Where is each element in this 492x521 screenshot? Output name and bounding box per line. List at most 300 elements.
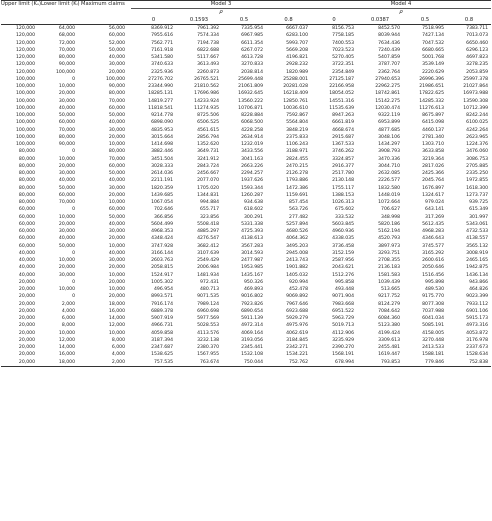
model3-rho0.8-cell: 3848.219 bbox=[286, 127, 309, 133]
header-rho-model-4: ρ bbox=[399, 9, 403, 16]
model3-rho0.1593-cell: 2380.370 bbox=[197, 345, 219, 351]
table-row bbox=[1, 308, 491, 315]
upper-limit-cell: 100,000 bbox=[16, 120, 35, 126]
model4-rho0.8-cell: 9023.399 bbox=[466, 294, 489, 300]
model3-rho0.5-cell: 16932.645 bbox=[238, 91, 263, 97]
model3-rho0.8-cell: 2928.232 bbox=[286, 62, 309, 68]
model3-rho0-cell: 2614.036 bbox=[151, 171, 173, 177]
model4-rho0.8-cell: 7933.112 bbox=[466, 301, 489, 307]
model4-rho0.8-cell: 1972.855 bbox=[466, 178, 489, 184]
model4-rho0-cell: 7758.185 bbox=[332, 33, 355, 39]
lower-limit-cell: 10,000 bbox=[58, 330, 75, 336]
model3-rho0.8-cell: 6923.688 bbox=[286, 308, 309, 314]
model3-rho0.5-cell: 5331.338 bbox=[241, 221, 263, 227]
lower-limit-cell: 40,000 bbox=[58, 236, 75, 242]
model3-rho0.8-cell: 6283.100 bbox=[286, 33, 309, 39]
table-row bbox=[1, 337, 491, 344]
model4-rho0.8-cell: 4138.557 bbox=[466, 236, 489, 242]
lower-limit-cell: 60,000 bbox=[58, 120, 75, 126]
model3-rho0-cell: 496.954 bbox=[154, 287, 173, 293]
lower-limit-cell: 50,000 bbox=[58, 113, 75, 119]
model4-rho0.0387-cell: 3787.707 bbox=[378, 62, 401, 68]
model3-rho0.1593-cell: 2006.984 bbox=[197, 265, 219, 271]
model3-rho0.1593-cell: 9071.535 bbox=[197, 294, 219, 300]
model4-rho0.0387-cell: 348.998 bbox=[381, 214, 401, 220]
model4-rho0-cell: 3235.929 bbox=[332, 337, 355, 343]
table-row bbox=[1, 257, 491, 264]
model4-rho0-cell: 6951.522 bbox=[332, 308, 355, 314]
model4-rho0.5-cell: 7427.134 bbox=[422, 33, 445, 39]
upper-limit-cell: 20,000 bbox=[18, 287, 35, 293]
model4-rho0-cell: 8947.263 bbox=[332, 113, 355, 119]
model3-rho0.1593-cell: 7574.334 bbox=[197, 33, 219, 39]
model3-rho0.8-cell: 25288.001 bbox=[283, 76, 309, 82]
upper-limit-cell: 80,000 bbox=[18, 192, 35, 198]
table-row bbox=[1, 170, 491, 177]
model4-rho0.5-cell: 21986.651 bbox=[419, 84, 445, 90]
model4-rho0.8-cell: 3086.753 bbox=[466, 156, 489, 162]
lower-limit-cell: 10,000 bbox=[58, 84, 75, 90]
model3-rho0.1593-cell: 8725.506 bbox=[197, 113, 219, 119]
model3-rho0.1593-cell: 2856.794 bbox=[197, 134, 219, 140]
maximum-claims-cell: 50,000 bbox=[108, 171, 125, 177]
lower-limit-cell: 40,000 bbox=[58, 105, 75, 111]
maximum-claims-cell: 20,000 bbox=[108, 265, 125, 271]
table-row bbox=[1, 243, 491, 250]
model3-rho0.1593-cell: 3613.493 bbox=[197, 62, 219, 68]
model3-rho0.5-cell: 3193.056 bbox=[241, 337, 263, 343]
maximum-claims-cell: 50,000 bbox=[108, 47, 125, 53]
model3-rho0.5-cell: 2634.914 bbox=[241, 134, 263, 140]
maximum-claims-cell: 12,000 bbox=[108, 323, 125, 329]
model4-rho0.8-cell: 2335.250 bbox=[466, 171, 489, 177]
model3-rho0-cell: 757.535 bbox=[131, 359, 176, 367]
maximum-claims-cell: 30,000 bbox=[108, 127, 125, 133]
lower-limit-cell: 50,000 bbox=[58, 243, 75, 249]
model4-rho0.5-cell: 317.269 bbox=[425, 214, 445, 220]
maximum-claims-cell: 20,000 bbox=[108, 192, 125, 198]
model3-rho0.5-cell: 2345.441 bbox=[241, 345, 263, 351]
model3-rho0-cell: 7916.174 bbox=[151, 301, 173, 307]
table-row bbox=[1, 76, 491, 83]
model4-rho0-cell: 3324.857 bbox=[332, 156, 355, 162]
model3-rho0.5-cell: 950.326 bbox=[244, 279, 263, 285]
upper-limit-cell: 20,000 bbox=[18, 316, 35, 322]
maximum-claims-cell: 6,000 bbox=[111, 345, 125, 351]
maximum-claims-cell: 20,000 bbox=[108, 69, 125, 75]
model3-rho0.5-cell: 21061.809 bbox=[238, 84, 263, 90]
table-row bbox=[1, 69, 491, 76]
m3-rho-value: 0 bbox=[131, 17, 176, 25]
model3-rho0-cell: 1538.625 bbox=[151, 352, 173, 358]
model4-rho0.0387-cell: 8039.944 bbox=[378, 33, 401, 39]
model3-rho0.8-cell: 5564.804 bbox=[286, 120, 309, 126]
model4-rho0.8-cell: 4242.264 bbox=[466, 127, 489, 133]
model4-rho0.8-cell: 939.725 bbox=[469, 200, 489, 206]
model3-rho0.8-cell: 4680.526 bbox=[286, 229, 309, 235]
header-model-4: Model 4 bbox=[311, 1, 491, 9]
lower-limit-cell: 30,000 bbox=[58, 272, 75, 278]
model3-rho0-cell: 8993.571 bbox=[151, 294, 173, 300]
model3-rho0.5-cell: 4972.314 bbox=[241, 323, 263, 329]
m3-rho-value: 0.5 bbox=[222, 17, 266, 25]
model4-rho0.8-cell: 3476.060 bbox=[466, 149, 489, 155]
model3-rho0-cell: 4835.953 bbox=[151, 127, 173, 133]
model4-rho0.0387-cell: 9322.119 bbox=[378, 113, 401, 119]
model3-rho0-cell: 4966.731 bbox=[151, 323, 173, 329]
table-row bbox=[1, 264, 491, 271]
table-row bbox=[1, 235, 491, 242]
model4-rho0-cell: 7400.553 bbox=[332, 40, 355, 46]
model4-rho0-cell: 27125.187 bbox=[329, 76, 355, 82]
model3-rho0.5-cell: 3433.556 bbox=[241, 149, 263, 155]
maximum-claims-cell: 40,000 bbox=[108, 55, 125, 61]
model3-rho0.1593-cell: 2843.724 bbox=[197, 163, 219, 169]
upper-limit-cell: 60,000 bbox=[18, 221, 35, 227]
model4-rho0.0387-cell: 22962.275 bbox=[375, 84, 401, 90]
model4-rho0-cell: 493.448 bbox=[335, 287, 355, 293]
model4-rho0.8-cell: 2623.965 bbox=[466, 134, 489, 140]
model4-rho0.5-cell: 8077.308 bbox=[422, 301, 445, 307]
model3-rho0.8-cell: 1472.386 bbox=[286, 185, 309, 191]
model3-rho0.8-cell: 4062.619 bbox=[286, 330, 309, 336]
model3-rho0.8-cell: 4196.821 bbox=[286, 55, 309, 61]
table-row bbox=[1, 228, 491, 235]
model3-rho0.5-cell: 2038.814 bbox=[241, 69, 263, 75]
lower-limit-cell: 0 bbox=[72, 207, 75, 213]
table-row bbox=[1, 61, 491, 68]
model4-rho0.5-cell: 1324.617 bbox=[422, 192, 445, 198]
model4-rho0.8-cell: 6100.025 bbox=[466, 120, 489, 126]
model4-rho0.0387-cell: 3470.336 bbox=[378, 156, 401, 162]
maximum-claims-cell: 40,000 bbox=[108, 221, 125, 227]
model3-rho0-cell: 8369.912 bbox=[151, 26, 173, 32]
lower-limit-cell: 0 bbox=[72, 76, 75, 82]
model4-rho0-cell: 7983.668 bbox=[332, 301, 355, 307]
lower-limit-cell: 6,000 bbox=[61, 316, 75, 322]
model4-rho0.5-cell: 5085.191 bbox=[422, 323, 445, 329]
model4-rho0.0387-cell: 4877.685 bbox=[378, 127, 401, 133]
model4-rho0-cell: 18054.052 bbox=[329, 91, 355, 97]
model3-rho0.5-cell: 25699.448 bbox=[238, 76, 263, 82]
model3-rho0.8-cell: 5669.208 bbox=[286, 47, 309, 53]
model4-rho0-cell: 4668.674 bbox=[332, 127, 355, 133]
upper-limit-cell: 100,000 bbox=[16, 134, 35, 140]
model4-rho0.0387-cell: 8124.279 bbox=[378, 301, 401, 307]
lower-limit-cell: 8,000 bbox=[61, 323, 75, 329]
model4-rho0-cell: 2043.621 bbox=[332, 265, 355, 271]
model4-rho0.0387-cell: 5820.186 bbox=[378, 221, 401, 227]
model4-rho0.0387-cell: 3293.751 bbox=[378, 250, 401, 256]
maximum-claims-cell: 20,000 bbox=[108, 294, 125, 300]
upper-limit-cell: 20,000 bbox=[18, 279, 35, 285]
lower-limit-cell: 10,000 bbox=[58, 156, 75, 162]
model3-rho0.1593-cell: 2456.667 bbox=[197, 171, 219, 177]
table-row bbox=[1, 98, 491, 105]
model4-rho0.8-cell: 4732.533 bbox=[466, 229, 489, 235]
model4-rho0.5-cell: 4346.643 bbox=[422, 236, 445, 242]
model4-rho0.8-cell: 1528.634 bbox=[466, 352, 489, 358]
model3-rho0.5-cell: 1937.626 bbox=[241, 178, 263, 184]
model3-rho0.5-cell: 2477.987 bbox=[241, 258, 263, 264]
model3-rho0-cell: 1524.917 bbox=[151, 272, 173, 278]
header-lower-limit: Lower limit (Kₗ) bbox=[41, 1, 80, 8]
model3-rho0-cell: 3166.144 bbox=[151, 250, 173, 256]
upper-limit-cell: 100,000 bbox=[16, 76, 35, 82]
upper-limit-cell: 20,000 bbox=[18, 308, 35, 314]
upper-limit-cell: 100,000 bbox=[16, 113, 35, 119]
maximum-claims-cell: 20,000 bbox=[108, 279, 125, 285]
model4-rho0.0387-cell: 1619.447 bbox=[378, 352, 401, 358]
model3-rho0.1593-cell: 994.884 bbox=[200, 200, 219, 206]
model3-rho0.1593-cell: 6506.525 bbox=[197, 120, 219, 126]
model4-rho0-cell: 333.532 bbox=[335, 214, 355, 220]
table-row bbox=[1, 163, 491, 170]
maximum-claims-cell: 40,000 bbox=[108, 250, 125, 256]
model4-rho0.0387-cell: 3897.973 bbox=[378, 243, 401, 249]
model3-rho0-cell: 4968.353 bbox=[151, 229, 173, 235]
maximum-claims-cell: 100,000 bbox=[106, 76, 125, 82]
model4-rho0-cell: 4338.035 bbox=[332, 236, 355, 242]
model4-rho0.0387-cell: 27940.653 bbox=[375, 76, 401, 82]
upper-limit-cell: 120,000 bbox=[16, 26, 35, 32]
model3-rho0.8-cell: 920.994 bbox=[289, 279, 309, 285]
model3-rho0-cell: 5604.499 bbox=[151, 221, 173, 227]
upper-limit-cell: 60,000 bbox=[18, 229, 35, 235]
model4-rho0.5-cell: 4968.283 bbox=[422, 229, 445, 235]
maximum-claims-cell: 80,000 bbox=[108, 91, 125, 97]
lower-limit-cell: 30,000 bbox=[58, 98, 75, 104]
model4-rho0.5-cell: 3165.292 bbox=[422, 250, 445, 256]
maximum-claims-cell: 30,000 bbox=[108, 62, 125, 68]
model3-rho0-cell: 1820.359 bbox=[151, 185, 173, 191]
upper-limit-cell: 80,000 bbox=[18, 149, 35, 155]
table-row bbox=[1, 199, 491, 206]
model4-rho0.8-cell: 16973.988 bbox=[463, 91, 489, 97]
model3-rho0.8-cell: 10036.610 bbox=[283, 105, 309, 111]
model3-rho0-cell: 7562.771 bbox=[151, 40, 173, 46]
model4-rho0.0387-cell: 2226.577 bbox=[378, 178, 401, 184]
model4-rho0.5-cell: 3633.858 bbox=[422, 149, 445, 155]
maximum-claims-cell: 30,000 bbox=[108, 185, 125, 191]
model3-rho0-cell: 3747.928 bbox=[151, 243, 173, 249]
model3-rho0.1593-cell: 26765.521 bbox=[194, 76, 219, 82]
maximum-claims-cell: 10,000 bbox=[108, 243, 125, 249]
model3-rho0.1593-cell: 480.713 bbox=[200, 287, 219, 293]
model4-rho0.0387-cell: 706.627 bbox=[381, 207, 401, 213]
model3-rho0.8-cell: 2342.271 bbox=[286, 345, 309, 351]
model3-rho0.1593-cell: 2260.873 bbox=[197, 69, 219, 75]
table-row bbox=[1, 134, 491, 141]
model3-rho0.8-cell: 3184.845 bbox=[286, 337, 309, 343]
model4-rho0.8-cell: 1618.300 bbox=[466, 185, 489, 191]
model4-rho0.5-cell: 2045.764 bbox=[422, 178, 445, 184]
model3-rho0.1593-cell: 7989.124 bbox=[197, 301, 219, 307]
model4-rho0.5-cell: 2413.533 bbox=[422, 345, 445, 351]
model4-rho0.5-cell: 26996.396 bbox=[419, 76, 445, 82]
table-row bbox=[1, 272, 491, 279]
model3-rho0.1593-cell: 21810.562 bbox=[194, 84, 219, 90]
model3-rho0-cell: 3451.504 bbox=[151, 156, 173, 162]
model3-rho0.5-cell: 1260.287 bbox=[241, 192, 263, 198]
model3-rho0.1593-cell: 972.431 bbox=[200, 279, 219, 285]
model3-rho0-cell: 11818.541 bbox=[148, 105, 173, 111]
model4-rho0.8-cell: 4973.316 bbox=[466, 323, 489, 329]
model4-rho0.8-cell: 6901.106 bbox=[466, 308, 489, 314]
header-rho-model-3: ρ bbox=[219, 9, 223, 16]
model4-rho0.8-cell: 2053.859 bbox=[466, 69, 489, 75]
maximum-claims-cell: 20,000 bbox=[108, 134, 125, 140]
model3-rho0.8-cell: 2470.215 bbox=[286, 163, 309, 169]
upper-limit-cell: 120,000 bbox=[16, 62, 35, 68]
model4-rho0-cell: 14551.316 bbox=[329, 98, 355, 104]
model3-rho0.8-cell: 9069.892 bbox=[286, 294, 309, 300]
model3-rho0.8-cell: 1534.221 bbox=[286, 352, 309, 358]
model4-rho0.5-cell: 2050.646 bbox=[422, 265, 445, 271]
model3-rho0.5-cell: 10706.871 bbox=[238, 105, 263, 111]
model3-rho0.1593-cell: 4561.615 bbox=[197, 127, 219, 133]
model3-rho0.1593-cell: 5117.667 bbox=[197, 55, 219, 61]
upper-limit-cell: 80,000 bbox=[18, 178, 35, 184]
model3-rho0-cell: 4348.424 bbox=[151, 236, 173, 242]
model3-rho0-cell: 5907.919 bbox=[151, 316, 173, 322]
upper-limit-cell: 20,000 bbox=[18, 337, 35, 343]
header-maximum-claims: Maximum claims bbox=[81, 1, 131, 9]
model4-rho0.5-cell: 3219.364 bbox=[422, 156, 445, 162]
model4-rho0-cell: 9071.904 bbox=[332, 294, 355, 300]
model3-rho0.1593-cell: 1705.020 bbox=[197, 185, 219, 191]
model4-rho0.5-cell: 3745.577 bbox=[422, 243, 445, 249]
claims-results-table bbox=[1, 0, 491, 367]
model3-rho0.5-cell: 7923.826 bbox=[241, 301, 263, 307]
table-row bbox=[1, 185, 491, 192]
model3-rho0.1593-cell: 1481.934 bbox=[197, 272, 219, 278]
maximum-claims-cell: 10,000 bbox=[108, 142, 125, 148]
lower-limit-cell: 18,000 bbox=[41, 359, 81, 367]
model4-rho0.5-cell: 7047.532 bbox=[422, 40, 445, 46]
model3-rho0.8-cell: 2375.833 bbox=[286, 134, 309, 140]
model4-rho0.5-cell: 6680.665 bbox=[422, 47, 445, 53]
model3-rho0.8-cell: 2413.743 bbox=[286, 258, 309, 264]
lower-limit-cell: 90,000 bbox=[58, 62, 75, 68]
table-row bbox=[1, 54, 491, 61]
model4-rho0.8-cell: 8242.244 bbox=[466, 113, 489, 119]
model3-rho0.1593-cell: 3682.412 bbox=[197, 243, 219, 249]
model3-rho0.1593-cell: 4276.547 bbox=[197, 236, 219, 242]
model4-rho0.5-cell: 1303.710 bbox=[422, 142, 445, 148]
model4-rho0.0387-cell: 3908.793 bbox=[378, 149, 401, 155]
table-row bbox=[1, 344, 491, 351]
model3-rho0.1593-cell: 5977.569 bbox=[197, 316, 219, 322]
model4-rho0.0387-cell: 1072.664 bbox=[378, 200, 401, 206]
maximum-claims-cell: 60,000 bbox=[108, 207, 125, 213]
lower-limit-cell: 64,000 bbox=[58, 26, 75, 32]
upper-limit-cell: 100,000 bbox=[16, 98, 35, 104]
table-row bbox=[1, 214, 491, 221]
model4-rho0-cell: 995.858 bbox=[335, 279, 355, 285]
model3-rho0-cell: 3740.633 bbox=[151, 62, 173, 68]
model3-rho0.1593-cell: 3107.639 bbox=[197, 250, 219, 256]
model3-rho0.8-cell: 5929.279 bbox=[286, 316, 309, 322]
model4-rho0-cell: 1388.153 bbox=[332, 192, 355, 198]
model4-rho0.5-cell: 6415.098 bbox=[422, 120, 445, 126]
model3-rho0.8-cell: 277.482 bbox=[289, 214, 309, 220]
model4-rho0.0387-cell: 7240.439 bbox=[378, 47, 401, 53]
upper-limit-cell: 20,000 bbox=[18, 294, 35, 300]
m4-rho-value: 0.5 bbox=[403, 17, 447, 25]
table-row bbox=[1, 192, 491, 199]
model3-rho0.5-cell: 2294.257 bbox=[241, 171, 263, 177]
model4-rho0.5-cell: 6041.034 bbox=[422, 316, 445, 322]
model3-rho0.1593-cell: 2549.429 bbox=[197, 258, 219, 264]
model4-rho0.8-cell: 615.349 bbox=[469, 207, 489, 213]
model4-rho0.8-cell: 1273.737 bbox=[466, 192, 489, 198]
model3-rho0-cell: 2347.687 bbox=[151, 345, 173, 351]
model4-rho0.8-cell: 1436.134 bbox=[466, 272, 489, 278]
model4-rho0.0387-cell: 3309.613 bbox=[378, 337, 401, 343]
model4-rho0.0387-cell: 18742.861 bbox=[375, 91, 401, 97]
model3-rho0-cell: 2211.191 bbox=[151, 178, 173, 184]
model3-rho0.8-cell: 3188.971 bbox=[286, 149, 309, 155]
model4-rho0.0387-cell: 1832.580 bbox=[378, 185, 401, 191]
upper-limit-cell: 120,000 bbox=[16, 47, 35, 53]
maximum-claims-cell: 18,000 bbox=[108, 301, 125, 307]
model3-rho0.5-cell: 4069.164 bbox=[241, 330, 263, 336]
model4-rho0.5-cell: 9175.770 bbox=[422, 294, 445, 300]
model4-rho0.0387-cell: 7634.436 bbox=[378, 40, 401, 46]
upper-limit-cell: 20,000 bbox=[18, 330, 35, 336]
model4-rho0.0387-cell: 513.665 bbox=[381, 287, 401, 293]
lower-limit-cell: 0 bbox=[72, 294, 75, 300]
model3-rho0.8-cell: 752.762 bbox=[266, 359, 311, 367]
model4-rho0-cell: 2587.956 bbox=[332, 258, 355, 264]
m4-rho-value: 0.8 bbox=[447, 17, 491, 25]
model3-rho0.8-cell: 3495.203 bbox=[286, 243, 309, 249]
model3-rho0-cell: 6889.378 bbox=[151, 308, 173, 314]
model3-rho0-cell: 18285.131 bbox=[148, 91, 173, 97]
model3-rho0.1593-cell: 17696.986 bbox=[194, 91, 219, 97]
table-row bbox=[1, 90, 491, 97]
model4-rho0.0387-cell: 2455.481 bbox=[378, 345, 401, 351]
table-row bbox=[1, 315, 491, 322]
maximum-claims-cell: 90,000 bbox=[108, 84, 125, 90]
model4-rho0-cell: 3722.351 bbox=[332, 62, 355, 68]
model4-rho0.5-cell: 2220.629 bbox=[422, 69, 445, 75]
model4-rho0.5-cell: 2781.340 bbox=[422, 134, 445, 140]
model4-rho0-cell: 1026.313 bbox=[332, 200, 355, 206]
upper-limit-cell: 40,000 bbox=[18, 265, 35, 271]
model3-rho0.8-cell: 4975.976 bbox=[286, 323, 309, 329]
model4-rho0.8-cell: 5915.173 bbox=[466, 316, 489, 322]
model3-rho0-cell: 2058.815 bbox=[151, 265, 173, 271]
maximum-claims-cell: 60,000 bbox=[108, 33, 125, 39]
lower-limit-cell: 68,000 bbox=[58, 33, 75, 39]
lower-limit-cell: 20,000 bbox=[58, 163, 75, 169]
model3-rho0.8-cell: 857.454 bbox=[289, 200, 309, 206]
model4-rho0.5-cell: 1516.456 bbox=[422, 272, 445, 278]
upper-limit-cell: 100,000 bbox=[16, 84, 35, 90]
table-row bbox=[1, 177, 491, 184]
maximum-claims-cell: 16,000 bbox=[108, 308, 125, 314]
model4-rho0.5-cell: 11276.613 bbox=[419, 105, 445, 111]
model3-rho0.5-cell: 6068.500 bbox=[241, 120, 263, 126]
model4-rho0.0387-cell: 12030.474 bbox=[375, 105, 401, 111]
model4-rho0-cell: 8156.753 bbox=[332, 26, 355, 32]
model3-rho0.5-cell: 4138.613 bbox=[241, 236, 263, 242]
model3-rho0.1593-cell: 323.856 bbox=[200, 214, 219, 220]
table-row bbox=[1, 293, 491, 300]
maximum-claims-cell: 4,000 bbox=[111, 352, 125, 358]
